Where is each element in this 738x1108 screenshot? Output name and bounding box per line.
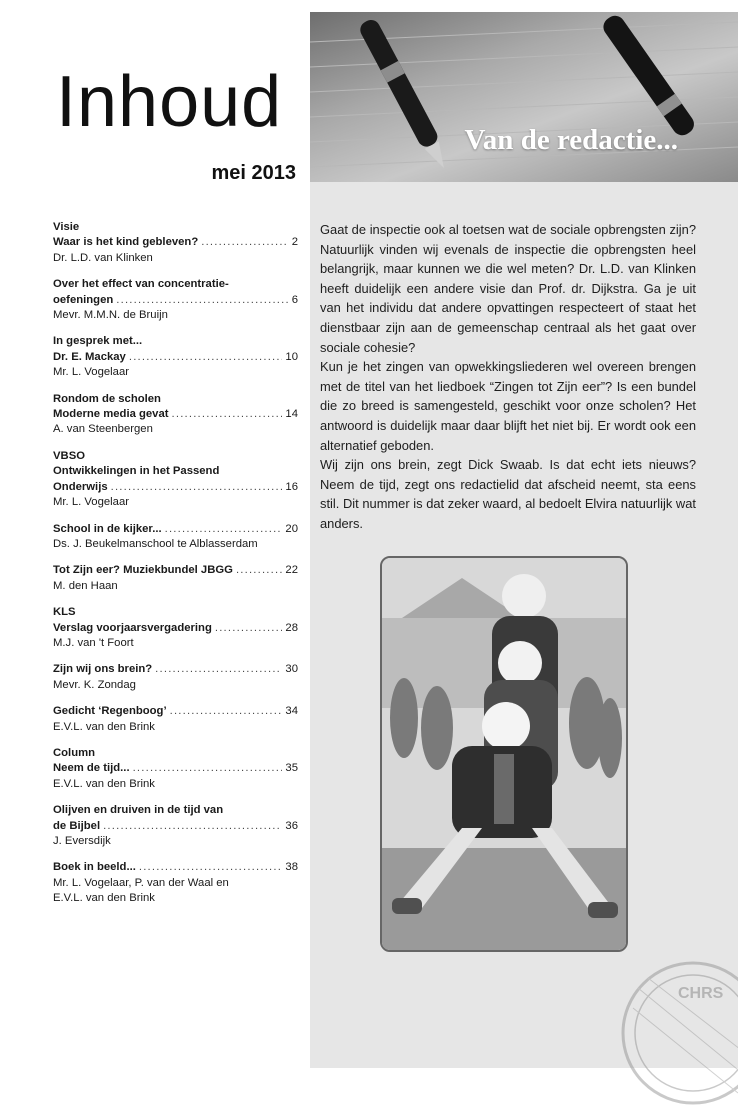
toc-entry[interactable] — [53, 334, 298, 380]
toc-entry[interactable] — [53, 704, 298, 735]
toc-author: M.J. van 't Foort — [53, 636, 134, 649]
toc-entry[interactable] — [53, 392, 298, 438]
children-illustration — [382, 558, 626, 950]
children-photo — [380, 556, 628, 952]
toc-leader — [170, 704, 283, 719]
toc-leader — [172, 407, 283, 422]
table-of-contents — [53, 220, 298, 918]
toc-author: E.V.L. van den Brink — [53, 777, 155, 790]
toc-leader — [133, 761, 283, 776]
toc-title[interactable]: Verslag voorjaarsvergadering — [53, 621, 212, 634]
toc-title[interactable]: Dr. E. Mackay — [53, 350, 126, 363]
toc-title[interactable]: Moderne media gevat — [53, 408, 169, 421]
toc-page: 6 — [291, 293, 298, 306]
toc-page: 10 — [285, 350, 298, 363]
toc-category: KLS — [53, 606, 76, 619]
toc-title[interactable]: Tot Zijn eer? Muziekbundel JBGG — [53, 564, 233, 577]
toc-title[interactable]: School in de kijker... — [53, 522, 162, 535]
toc-category: VBSO — [53, 449, 86, 462]
toc-leader — [155, 662, 282, 677]
toc-leader — [236, 563, 282, 578]
toc-category: Column — [53, 746, 96, 759]
toc-author: E.V.L. van den Brink — [53, 892, 155, 905]
toc-leader — [139, 860, 283, 875]
toc-entry[interactable] — [53, 449, 298, 511]
toc-leader — [129, 350, 283, 365]
toc-page: 14 — [285, 408, 298, 421]
chrs-seal — [618, 958, 738, 1108]
toc-leader — [103, 819, 282, 834]
toc-entry[interactable] — [53, 662, 298, 693]
toc-category: Visie — [53, 221, 80, 233]
toc-author: Dr. L.D. van Klinken — [53, 251, 153, 264]
toc-category: Olijven en druiven in de tijd van — [53, 804, 224, 817]
toc-author: Mr. L. Vogelaar — [53, 496, 129, 509]
toc-page: 20 — [285, 522, 298, 535]
toc-author: Ds. J. Beukelmanschool te Alblasserdam — [53, 537, 258, 550]
toc-category: Ontwikkelingen in het Passend — [53, 465, 220, 478]
toc-category: In gesprek met... — [53, 335, 143, 348]
toc-title[interactable]: Onderwijs — [53, 480, 108, 493]
toc-page: 28 — [285, 621, 298, 634]
toc-entry[interactable] — [53, 860, 298, 906]
seal-text: CHRS — [678, 985, 724, 1002]
toc-leader — [201, 235, 288, 250]
toc-entry[interactable] — [53, 277, 298, 323]
toc-category: Rondom de scholen — [53, 392, 161, 405]
toc-page: 38 — [285, 861, 298, 874]
toc-title[interactable]: Boek in beeld... — [53, 861, 136, 874]
toc-title[interactable]: Zijn wij ons brein? — [53, 663, 153, 676]
page-title: Inhoud — [56, 62, 283, 142]
toc-author: J. Eversdijk — [53, 835, 111, 847]
toc-leader — [111, 480, 283, 495]
toc-leader — [116, 293, 288, 308]
toc-title[interactable]: Waar is het kind gebleven? — [53, 236, 199, 249]
toc-leader — [215, 621, 283, 636]
toc-title[interactable]: oefeningen — [53, 293, 114, 306]
toc-author: Mevr. K. Zondag — [53, 678, 136, 691]
toc-entry[interactable] — [53, 522, 298, 553]
toc-author: E.V.L. van den Brink — [53, 720, 155, 733]
toc-author: Mr. L. Vogelaar — [53, 366, 129, 379]
editorial-text — [320, 220, 696, 534]
toc-entry[interactable] — [53, 803, 298, 849]
toc-page: 34 — [285, 705, 298, 718]
toc-author: M. den Haan — [53, 579, 118, 592]
editorial-paragraph: Kun je het zingen van opwekkingsliederen wel overeen brengen met de titel van het liedboek “Zingen tot Zijn eer”? Is een bundel die zo breed is samengesteld, geschikt voor onze scholen? Het antwoord is duidelijk maar daar blijft het niet bij. Er wordt ook een alternatief geboden. — [320, 359, 696, 453]
toc-entry[interactable] — [53, 563, 298, 594]
toc-leader — [165, 522, 283, 537]
toc-author: Mr. L. Vogelaar, P. van der Waal en — [53, 876, 229, 889]
toc-page: 30 — [285, 663, 298, 676]
toc-entry[interactable] — [53, 746, 298, 792]
toc-category: Over het effect van concentratie- — [53, 278, 229, 291]
toc-page: 22 — [285, 564, 298, 577]
toc-author: Mevr. M.M.N. de Bruijn — [53, 309, 168, 322]
editorial-paragraph: Wij zijn ons brein, zegt Dick Swaab. Is dat echt iets nieuws? Neem de tijd, zegt ons redactielid dat afscheid neemt, sta eens stil. Dit nummer is dat zeker waard, al bedoelt Elvira natuurlijk wat anders. — [320, 457, 696, 531]
toc-page: 36 — [285, 819, 298, 832]
toc-title[interactable]: Neem de tijd... — [53, 762, 130, 775]
contents-column — [0, 0, 310, 1068]
editorial-paragraph: Gaat de inspectie ook al toetsen wat de sociale opbrengsten zijn? Natuurlijk vinden wij evenals de inspectie die opbrengsten heel belangrijk, maar kunnen we die wel meten? Dr. L.D. van Klinken heeft duidelijk een andere visie dan Prof. dr. Dijkstra. Ga je uit van het individu dat andere opvattingen respecteert of staat het dienstbaar zijn aan de gemeenschap centraal als het gaat over sociale cohesie? — [320, 222, 696, 355]
toc-page: 2 — [291, 236, 298, 249]
toc-title[interactable]: Gedicht ‘Regenboog’ — [53, 705, 167, 718]
editorial-heading: Van de redactie... — [464, 124, 678, 156]
pen-photo — [310, 12, 738, 182]
editorial-column — [310, 12, 738, 1068]
toc-entry[interactable] — [53, 220, 298, 266]
toc-title[interactable]: de Bijbel — [53, 819, 101, 832]
toc-author: A. van Steenbergen — [53, 423, 153, 436]
toc-page: 16 — [285, 480, 298, 493]
toc-entry[interactable] — [53, 605, 298, 651]
toc-page: 35 — [285, 762, 298, 775]
issue-date: mei 2013 — [211, 162, 296, 184]
